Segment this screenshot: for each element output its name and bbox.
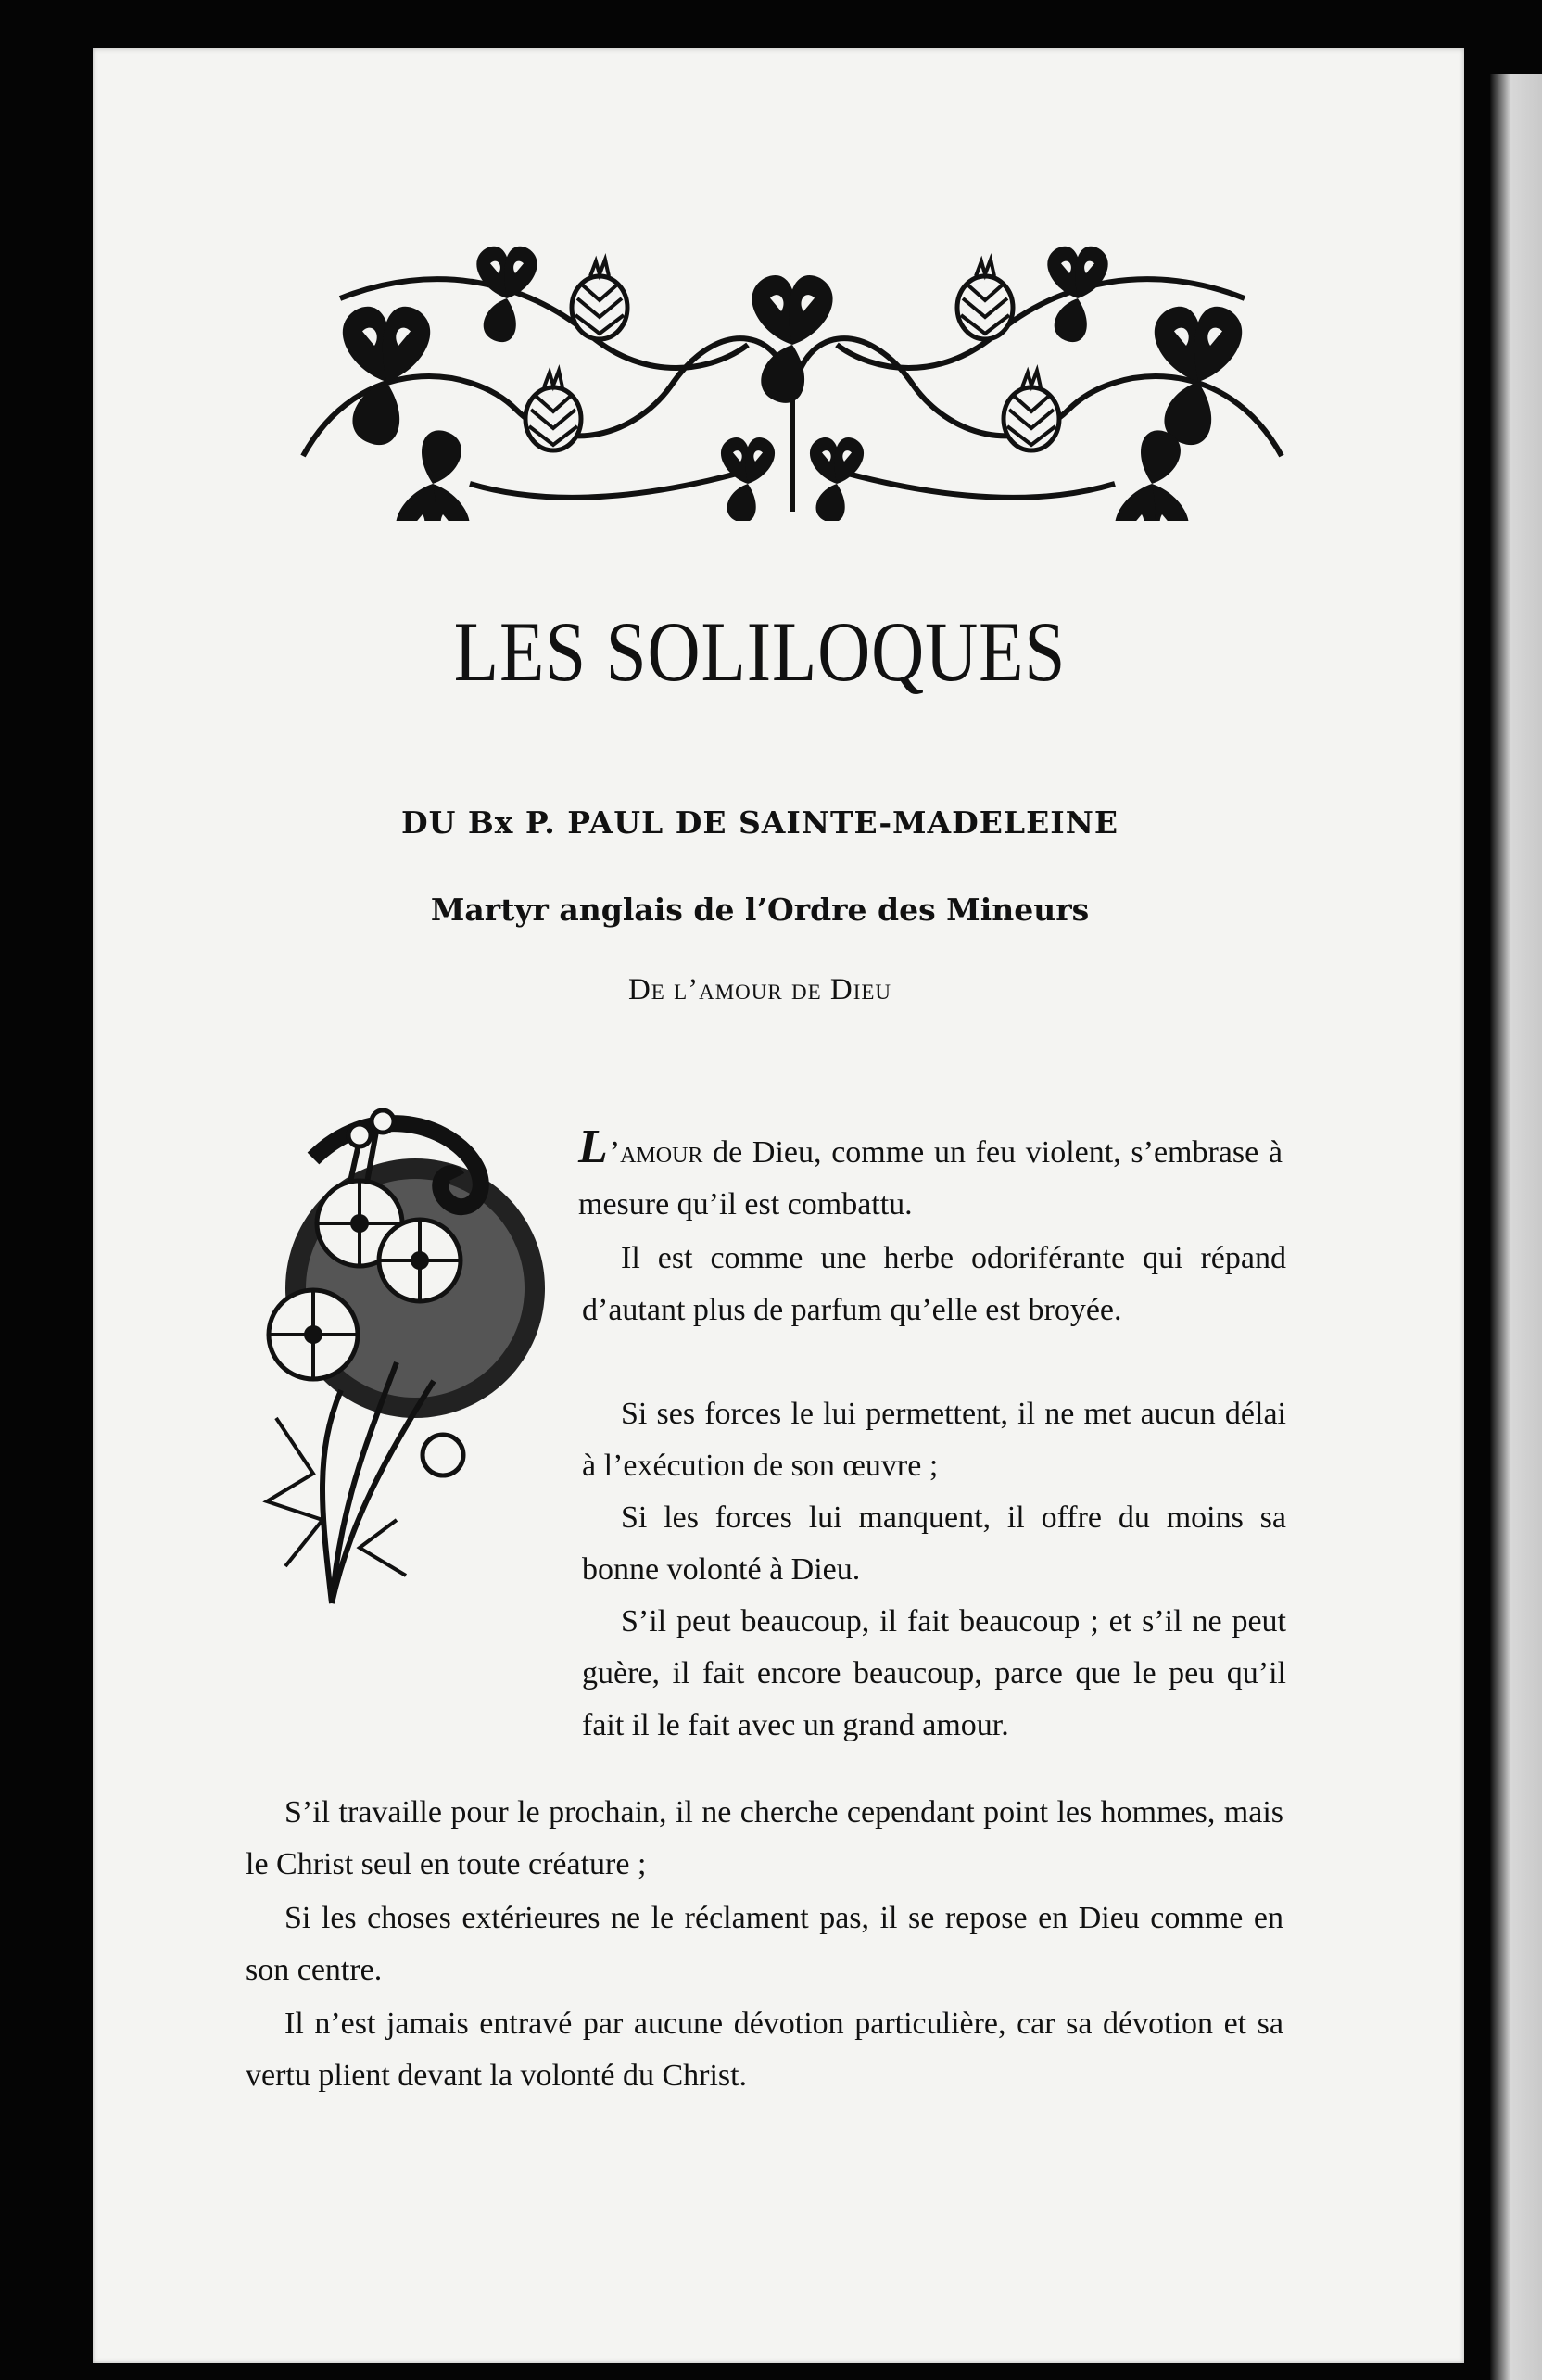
paragraph-1-text: de Dieu, comme un feu violent, s’embrase à mesure qu’il est combattu. [578, 1135, 1283, 1222]
paragraph-2: Il est comme une herbe odoriférante qui répand d’autant plus de parfum qu’elle est broyée. [582, 1241, 1286, 1327]
section-heading: De l’amour de Dieu [627, 973, 892, 1006]
adjacent-page-edge [1490, 74, 1542, 2380]
paragraph-6: S’il travaille pour le prochain, il ne cherche cependant point les hommes, mais le Christ seul en toute créature ; [246, 1795, 1283, 1881]
dropcap-letter: L [578, 1120, 608, 1173]
clover-thistle-ornament-icon [284, 243, 1300, 521]
paragraph-3: Si ses forces le lui permettent, il ne met aucun délai à l’exécution de son œuvre ; [582, 1397, 1286, 1483]
paragraph-1-opening: ’amour [609, 1135, 703, 1170]
document-subsubtitle: Martyr anglais de l’Ordre des Mineurs [430, 892, 1090, 928]
paragraph-5: S’il peut beaucoup, il fait beaucoup ; et s’il ne peut guère, il fait encore beaucoup, parce que le peu qu’il fait il le fait avec un grand amour. [582, 1604, 1286, 1742]
document-title: LES SOLILOQUES [453, 604, 1067, 699]
paragraph-1 [578, 1120, 1283, 1231]
paragraph-4: Si les forces lui manquent, il offre du moins sa bonne volonté à Dieu. [582, 1500, 1286, 1587]
wildflower-bouquet-icon [258, 1084, 573, 1659]
paragraph-7: Si les choses extérieures ne le réclament pas, il se repose en Dieu comme en son centre. [246, 1901, 1283, 1987]
document-subtitle: DU Bx P. PAUL DE SAINTE-MADELEINE [400, 804, 1119, 841]
paragraph-8: Il n’est jamais entravé par aucune dévotion particulière, car sa dévotion et sa vertu plient devant la volonté du Christ. [246, 2007, 1283, 2093]
